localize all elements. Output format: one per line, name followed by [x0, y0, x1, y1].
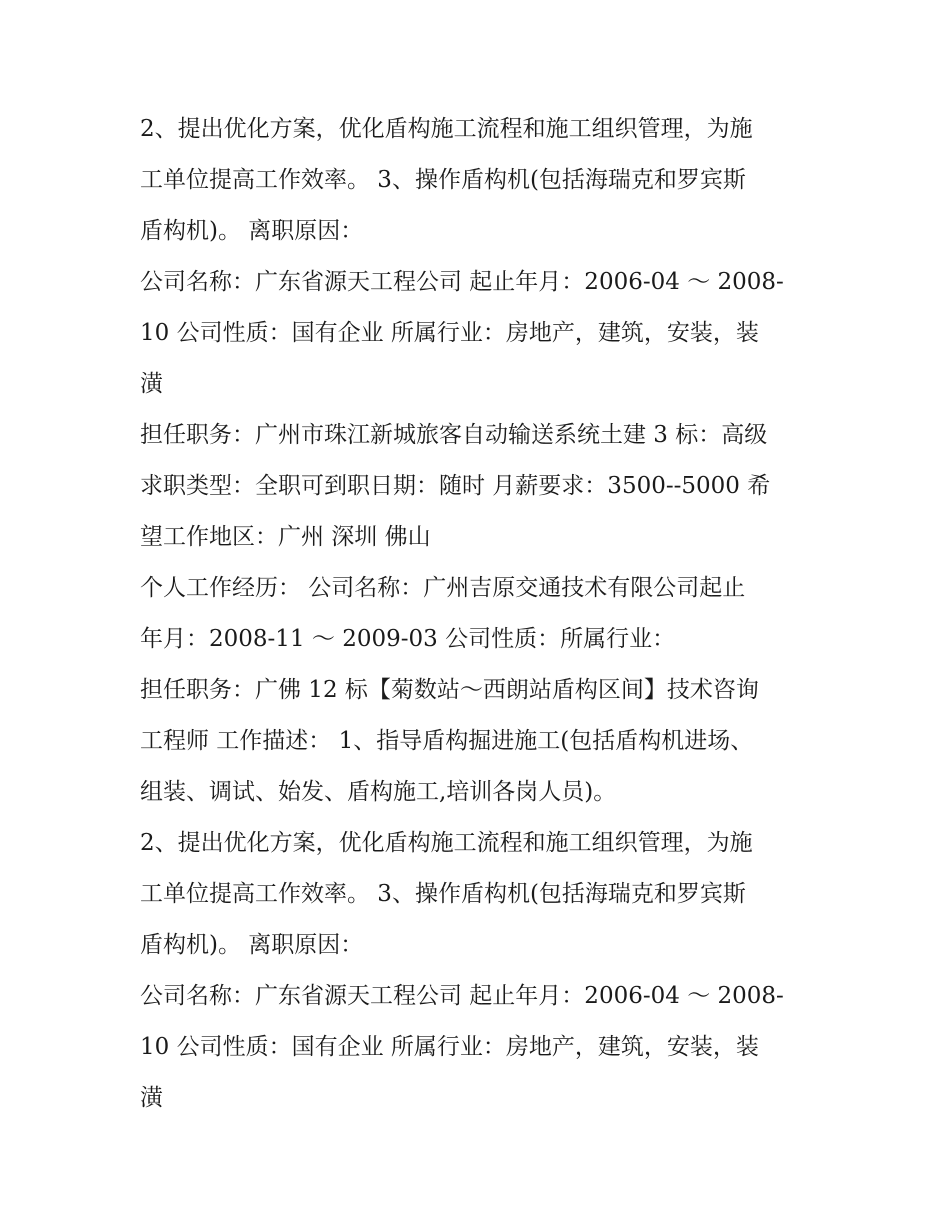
text-line: 10 公司性质：国有企业 所属行业：房地产，建筑，安装，装 [140, 320, 759, 346]
text-line: 个人工作经历： 公司名称：广州吉原交通技术有限公司起止 [140, 575, 746, 601]
text-line: 盾构机)。 离职原因： [140, 218, 364, 244]
text-line: 望工作地区：广州 深圳 佛山 [140, 524, 431, 550]
text-line: 工单位提高工作效率。 3、操作盾构机(包括海瑞克和罗宾斯 [140, 167, 746, 193]
text-line: 盾构机)。 离职原因： [140, 932, 364, 958]
text-line: 公司名称：广东省源天工程公司 起止年月：2006-04 ～ 2008- [140, 983, 784, 1009]
text-line: 潢 [140, 371, 163, 397]
text-line: 担任职务：广州市珠江新城旅客自动输送系统土建 3 标：高级 [140, 422, 768, 448]
text-line: 10 公司性质：国有企业 所属行业：房地产，建筑，安装，装 [140, 1034, 759, 1060]
text-line: 工程师 工作描述： 1、指导盾构掘进施工(包括盾构机进场、 [140, 728, 754, 754]
text-line: 2、提出优化方案，优化盾构施工流程和施工组织管理，为施 [140, 116, 753, 142]
text-line: 工单位提高工作效率。 3、操作盾构机(包括海瑞克和罗宾斯 [140, 881, 746, 907]
text-line: 潢 [140, 1085, 163, 1111]
text-line: 组装、调试、始发、盾构施工,培训各岗人员)。 [140, 779, 617, 805]
text-line: 年月：2008-11 ～ 2009-03 公司性质：所属行业： [140, 626, 676, 652]
text-line: 2、提出优化方案，优化盾构施工流程和施工组织管理，为施 [140, 830, 753, 856]
text-line: 担任职务：广佛 12 标【菊数站～西朗站盾构区间】技术咨询 [140, 677, 759, 703]
text-line: 求职类型：全职可到职日期：随时 月薪要求：3500--5000 希 [140, 473, 771, 499]
text-line: 公司名称：广东省源天工程公司 起止年月：2006-04 ～ 2008- [140, 269, 784, 295]
resume-text-block [140, 104, 820, 1124]
